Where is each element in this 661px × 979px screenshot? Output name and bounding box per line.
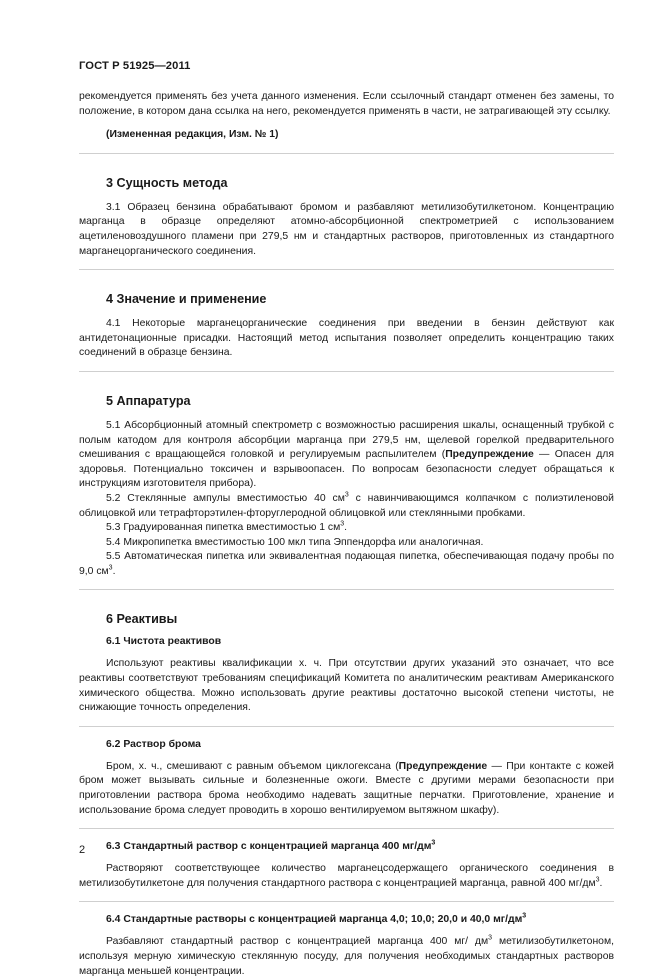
subsection-6-4-title: 6.4 Стандартные растворы с концентрацией марганца 4,0; 10,0; 20,0 и 40,0 $мг/дм^3$ <box>106 912 527 926</box>
section-4-body <box>79 317 614 361</box>
section-6-title: 6 Реактивы <box>106 612 178 627</box>
intro-paragraph: рекомендуется применять без учета данного изменения. Если ссылочный стандарт отменен без замены, то положение, в котором дана ссылка на него, рекомендуется применять в части, не затрагивающей эту ссылку. <box>79 91 614 117</box>
paragraph-6-1: Используют реактивы квалификации х. ч. При отсутствии других указаний это означает, что все реактивы соответствуют требованиям спецификаций Комитета по аналитическим реактивам Американского химического общества. Можно использовать другие реактивы достаточно высокой степени чистоты, не снижающие точность определения. <box>79 658 614 714</box>
document-header: ГОСТ Р 51925—2011 <box>79 60 191 72</box>
divider <box>79 153 614 154</box>
subsection-6-1-title: 6.1 Чистота реактивов <box>106 636 222 648</box>
warning-label: Предупреждение <box>398 760 488 772</box>
paragraph-5-4: 5.4 Микропипетка вместимостью 100 мкл типа Эппендорфа или аналогичная. <box>106 536 484 548</box>
subsection-6-3-body <box>79 862 614 891</box>
divider <box>79 901 614 902</box>
document-body <box>79 90 614 979</box>
paragraph-6-4: Разбавляют стандартный раствор с концентрацией марганца 400 мг/ $дм^3$ метилизобутилкетоном, используя мерную химическую стеклянную посуду, для получения необходимых стандартных растворов марганца меньшей концентрации. <box>79 934 614 977</box>
paragraph-5-3: 5.3 Градуированная пипетка вместимостью 1 $см^3$. <box>106 520 348 534</box>
subsection-6-2-body <box>79 760 614 818</box>
subsection-6-3-title: 6.3 Стандартный раствор с концентрацией марганца 400 $мг/дм^3$ <box>106 839 436 853</box>
page-number: 2 <box>79 844 86 856</box>
warning-label: Предупреждение <box>445 449 534 461</box>
paragraph-6-2: Бром, х. ч., смешивают с равным объемом циклогексана (Предупреждение — При контакте с кожей бром может вызывать сильные и болезненные ожоги. Вместе с другими мерами безопасности при приготовлении раствора брома необходимо надевать защитные перчатки. Приготовление, хранение и использование брома следует проводить в хорошо вентилируемом вытяжном шкафу). <box>79 760 614 816</box>
subsection-6-1-body <box>79 657 614 715</box>
paragraph-4-1: 4.1 Некоторые марганецорганические соединения при введении в бензин действуют как антидетонационные присадки. Настоящий метод испытания позволяет определить концентрацию таких соединений в образце бензина. <box>79 318 614 359</box>
section-4-title: 4 Значение и применение <box>106 292 267 307</box>
section-5-body <box>79 419 614 580</box>
divider <box>79 371 614 372</box>
amendment-note: (Измененная редакция, Изм. № 1) <box>106 129 279 141</box>
divider <box>79 589 614 590</box>
divider <box>79 828 614 829</box>
section-5-title: 5 Аппаратура <box>106 393 191 408</box>
divider <box>79 269 614 270</box>
paragraph-5-2: 5.2 Стеклянные ампулы вместимостью 40 $см^3$ с навинчивающимся колпачком с полиэтиленовой облицовкой или тетрафторэтилен-фторуглеродной облицовкой или стеклянными пробками. <box>79 491 614 519</box>
paragraph-3-1: 3.1 Образец бензина обрабатывают бромом и разбавляют метилизобутилкетоном. Концентрацию марганца в образце определяют атомно-абсорбционной спектрометрией с использованием ацетиленовоздушного пламени при 279,5 нм и стандартных растворов, приготовленных из стандартного марганецорганического соединения. <box>79 201 614 257</box>
divider <box>79 726 614 727</box>
paragraph-5-5: 5.5 Автоматическая пипетка или эквивалентная подающая пипетка, обеспечивающая подачу пробы по 9,0 $см^3$. <box>79 551 614 577</box>
section-3-body <box>79 201 614 259</box>
subsection-6-4-body <box>79 935 614 979</box>
paragraph-6-3: Растворяют соответствующее количество марганецсодержащего органического соединения в метилизобутилкетоне для получения стандартного раствора с концентрацией марганца, равной 400 $мг/дм^3$. <box>79 863 614 889</box>
subsection-6-2-title: 6.2 Раствор брома <box>106 738 201 750</box>
paragraph-5-1: 5.1 Абсорбционный атомный спектрометр с возможностью расширения шкалы, оснащенный трубкой с полым катодом для контроля абсорбции марганца при 279,5 нм, щелевой горелкой предварительного смешивания с вращающейся головкой и регулируемым распылителем (Предупреждение — Опасен для здоровья. Потенциально токсичен и взрывоопасен. По вопросам безопасности следует обращаться к инструкциям изготовителя прибора). <box>79 419 614 490</box>
section-3-title: 3 Сущность метода <box>106 175 228 190</box>
